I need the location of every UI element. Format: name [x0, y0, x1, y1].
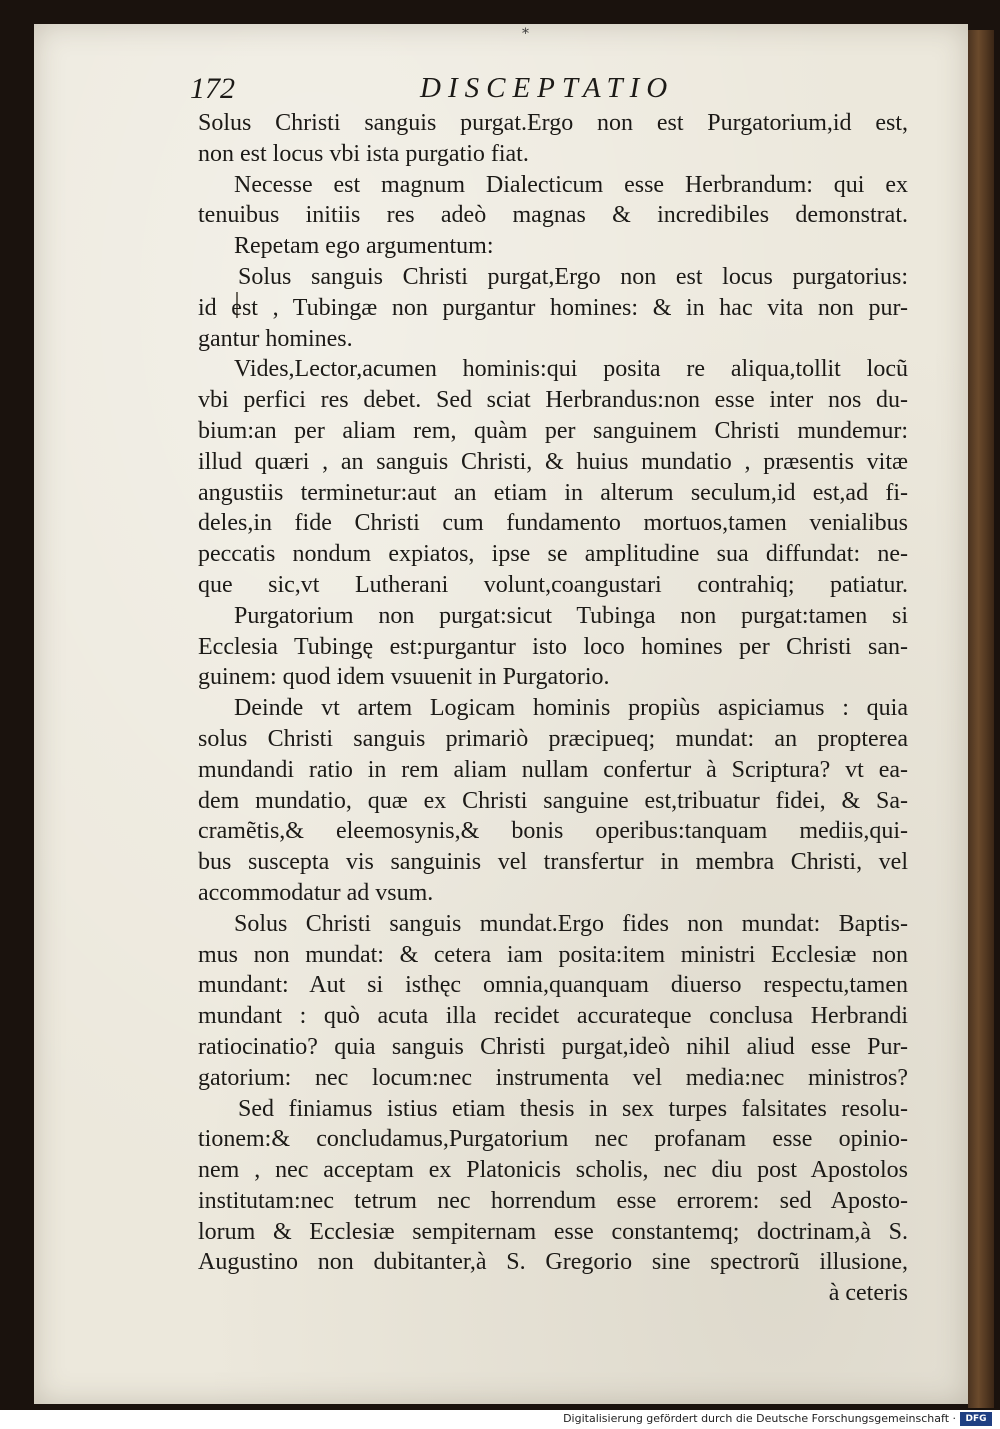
text-line: guinem: quod idem vsuuenit in Purgatorio.: [198, 664, 610, 691]
text-line: Solus Christi sanguis mundat.Ergo fides non mundat: Baptis-: [234, 910, 908, 937]
text-line: mus non mundat: & cetera iam posita:item ministri Ecclesiæ non: [198, 941, 908, 968]
text-line: mundandi ratio in rem aliam nullam confertur à Scriptura? vt ea-: [198, 756, 908, 783]
running-head: [190, 72, 890, 112]
text-line: gatorium: nec locum:nec instrumenta vel media:nec ministros?: [198, 1064, 908, 1091]
text-line: tionem:& concludamus,Purgatorium nec profanam esse opinio-: [198, 1126, 908, 1153]
text-line: deles,in fide Christi cum fundamento mortuos,tamen venialibus: [198, 510, 908, 537]
text-line: Repetam ego argumentum:: [234, 233, 494, 260]
text-line: dem mundatio, quæ ex Christi sanguine est,tribuatur fidei, & Sa-: [198, 787, 908, 814]
text-line: Ecclesia Tubingę est:purgantur isto loco homines per Christi san-: [198, 633, 908, 660]
text-line: nem , nec acceptam ex Platonicis scholis, nec diu post Apostolos: [198, 1157, 908, 1184]
funding-credit: Digitalisierung gefördert durch die Deutsche Forschungsgemeinschaft ·: [563, 1412, 956, 1425]
running-title: DISCEPTATIO: [420, 72, 675, 104]
text-line: cramẽtis,& eleemosynis,& bonis operibus:tanquam mediis,qui-: [198, 818, 908, 845]
text-line: Necesse est magnum Dialecticum esse Herbrandum: qui ex: [234, 171, 908, 198]
text-line: id est , Tubingæ non purgantur homines: & in hac vita non pur-: [198, 294, 908, 321]
top-mark: *: [522, 26, 529, 42]
body-text: [198, 108, 908, 1309]
text-line: peccatis nondum expiatos, ipse se amplitudine sua diffundat: ne-: [198, 541, 908, 568]
digitization-footer: [0, 1410, 1000, 1429]
text-line: solus Christi sanguis primariò præcipueq; mundat: an propterea: [198, 725, 908, 752]
text-line: bium:an per aliam rem, quàm per sanguinem Christi mundemur:: [198, 417, 908, 444]
text-line: Deinde vt artem Logicam hominis propiùs aspiciamus : quia: [234, 695, 908, 722]
text-line: vbi perfici res debet. Sed sciat Herbrandus:non esse inter nos du-: [198, 387, 908, 414]
text-line: lorum & Ecclesiæ sempiternam esse constantemq; doctrinam,à S.: [198, 1218, 908, 1245]
text-line: accommodatur ad vsum.: [198, 879, 434, 906]
text-line: Sed finiamus istius etiam thesis in sex turpes falsitates resolu-: [238, 1095, 908, 1122]
text-line: tenuibus initiis res adeò magnas & incredibiles demonstrat.: [198, 202, 908, 229]
text-line: Solus Christi sanguis purgat.Ergo non est Purgatorium,id est,: [198, 110, 908, 136]
text-line: Purgatorium non purgat:sicut Tubinga non purgat:tamen si: [234, 602, 908, 629]
text-line: Solus sanguis Christi purgat,Ergo non est locus purgatorius:: [238, 263, 908, 290]
text-line: Augustino non dubitanter,à S. Gregorio sine spectrorũ illusione,: [198, 1249, 908, 1276]
text-line: Vides,Lector,acumen hominis:qui posita re aliqua,tollit locũ: [234, 356, 908, 383]
text-line: ratiocinatio? quia sanguis Christi purgat,ideò nihil aliud esse Pur-: [198, 1033, 908, 1060]
text-line: mundant: Aut si isthęc omnia,quanquam diuerso respectu,tamen: [198, 972, 908, 999]
text-line: gantur homines.: [198, 325, 353, 352]
book-page-edge: [968, 30, 994, 1408]
dfg-logo: DFG: [960, 1412, 992, 1426]
catchword: à ceteris: [828, 1280, 908, 1307]
text-line: institutam:nec tetrum nec horrendum esse errorem: sed Aposto-: [198, 1187, 908, 1214]
text-line: illud quæri , an sanguis Christi, & huius mundatio , præsentis vitæ: [198, 448, 908, 475]
text-line: que sic,vt Lutherani volunt,coangustari contrahiq; patiatur.: [198, 571, 908, 598]
text-line: bus suscepta vis sanguinis vel transfertur in membra Christi, vel: [198, 849, 908, 876]
text-line: mundant : quò acuta illa recidet accurateque conclusa Herbrandi: [198, 1003, 908, 1030]
text-line: angustiis terminetur:aut an etiam in alterum seculum,id est,ad fi-: [198, 479, 908, 506]
text-line: non est locus vbi ista purgatio fiat.: [198, 140, 529, 167]
page-number: 172: [190, 72, 235, 105]
